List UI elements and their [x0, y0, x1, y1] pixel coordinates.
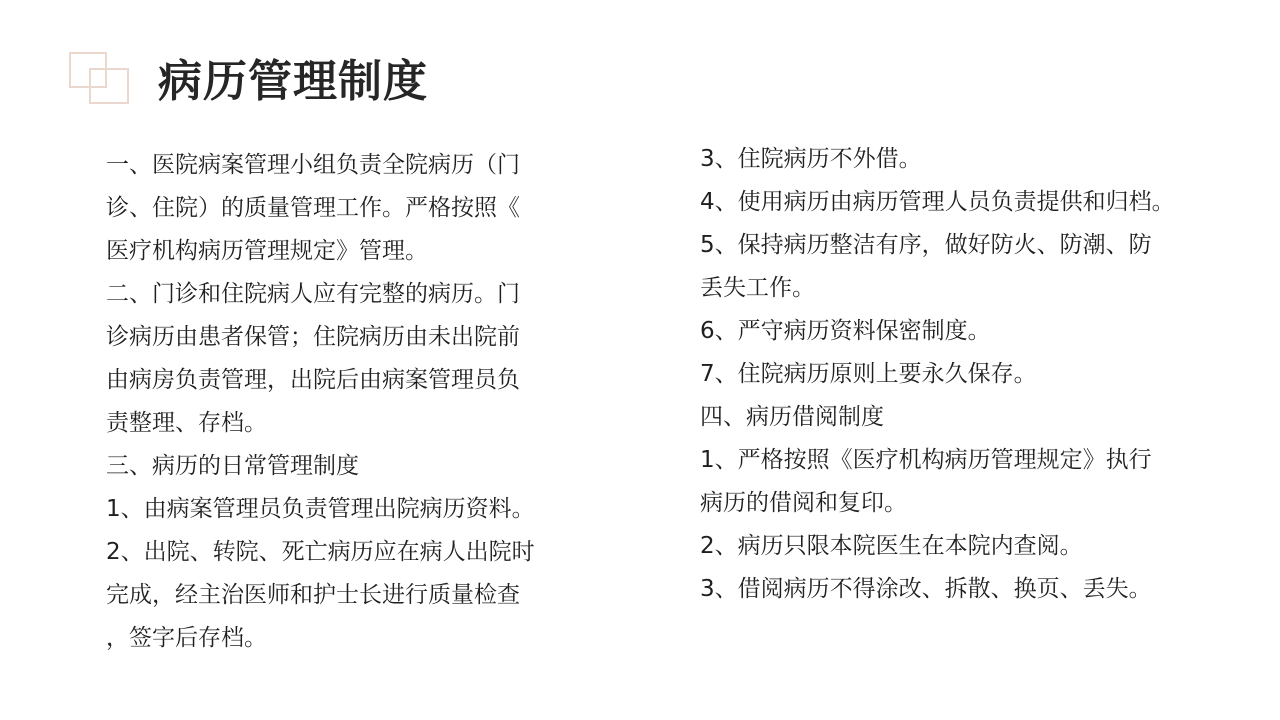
- decorative-square-front: [89, 68, 129, 104]
- text-line: 诊病历由患者保管；住院病历由未出院前: [106, 324, 520, 350]
- text-line: 丢失工作。: [700, 275, 815, 301]
- text-line: 诊、住院）的质量管理工作。严格按照《: [106, 195, 520, 221]
- text-line: 病历的借阅和复印。: [700, 490, 907, 516]
- page-title: 病历管理制度: [158, 56, 428, 107]
- left-text-column: [106, 144, 564, 660]
- text-line: 由病房负责管理，出院后由病案管理员负: [106, 367, 520, 393]
- text-line: 3、借阅病历不得涂改、拆散、换页、丢失。: [700, 576, 1152, 602]
- text-line: 1、由病案管理员负责管理出院病历资料。: [106, 496, 535, 522]
- text-line: 2、病历只限本院医生在本院内查阅。: [700, 533, 1083, 559]
- text-line: 6、严守病历资料保密制度。: [700, 318, 991, 344]
- text-line: 一、医院病案管理小组负责全院病历（门: [106, 152, 520, 178]
- text-line: 7、住院病历原则上要永久保存。: [700, 361, 1037, 387]
- text-line: 三、病历的日常管理制度: [106, 453, 359, 479]
- text-line: 4、使用病历由病历管理人员负责提供和归档。: [700, 189, 1175, 215]
- decorative-squares-logo: [69, 52, 131, 104]
- text-line: ，签字后存档。: [106, 625, 267, 651]
- text-line: 四、病历借阅制度: [700, 404, 884, 430]
- text-line: 3、住院病历不外借。: [700, 146, 922, 172]
- text-line: 完成，经主治医师和护士长进行质量检查: [106, 582, 520, 608]
- text-line: 1、严格按照《医疗机构病历管理规定》执行: [700, 447, 1152, 473]
- right-text-column: [700, 138, 1200, 611]
- text-line: 医疗机构病历管理规定》管理。: [106, 238, 428, 264]
- text-line: 5、保持病历整洁有序，做好防火、防潮、防: [700, 232, 1152, 258]
- text-line: 责整理、存档。: [106, 410, 267, 436]
- text-line: 二、门诊和住院病人应有完整的病历。门: [106, 281, 520, 307]
- text-line: 2、出院、转院、死亡病历应在病人出院时: [106, 539, 535, 565]
